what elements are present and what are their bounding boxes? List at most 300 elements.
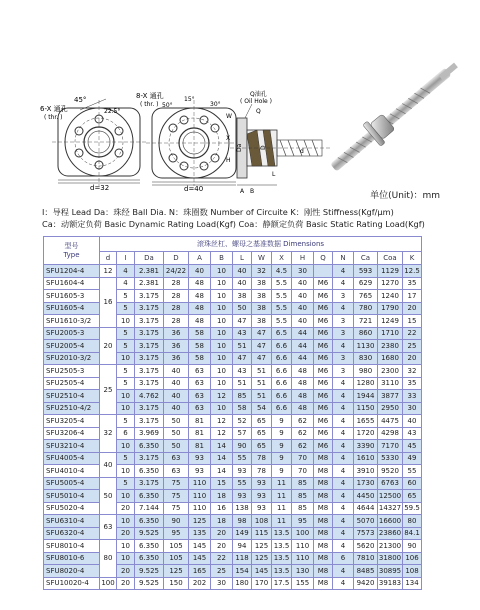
cell-da: 3.969 — [135, 427, 164, 440]
cell-k: 20 — [403, 352, 422, 365]
table-row — [44, 577, 422, 590]
cell-k: 65 — [403, 490, 422, 503]
cell-model: SFU1610-3/2 — [44, 315, 100, 328]
cell-model: SFU2005-3 — [44, 327, 100, 340]
legend — [42, 206, 462, 230]
cell-w: 93 — [252, 490, 272, 503]
column-header-d: d — [100, 252, 117, 265]
cell-b: 10 — [211, 315, 233, 328]
cell-n: 4 — [333, 465, 354, 478]
cell-w: 38 — [252, 302, 272, 315]
cell-b: 14 — [211, 440, 233, 453]
cell-w: 32 — [252, 265, 272, 278]
cell-ca: 4450 — [354, 490, 378, 503]
cell-a: 48 — [189, 277, 211, 290]
cell-a: 63 — [189, 402, 211, 415]
cell-q: M6 — [314, 302, 333, 315]
cell-h: 155 — [292, 577, 314, 590]
cell-l: 118 — [233, 552, 252, 565]
svg-text:45°: 45° — [74, 96, 87, 104]
legend-line-1: I：导程 Lead Da：珠经 Ball Dia. N：珠圈数 Number of Circuite K：刚性 Stiffness(Kgf/μm) — [42, 207, 394, 217]
column-header-l: L — [233, 252, 252, 265]
cell-n: 4 — [333, 402, 354, 415]
cell-l: 154 — [233, 565, 252, 578]
cell-b: 12 — [211, 415, 233, 428]
ball-screw-image — [324, 54, 465, 178]
cell-q: M8 — [314, 527, 333, 540]
cell-ca: 593 — [354, 265, 378, 278]
cell-l: 55 — [233, 452, 252, 465]
cell-model: SFU4005-4 — [44, 452, 100, 465]
cell-b: 10 — [211, 290, 233, 303]
legend-line-2: Ca：动额定负荷 Basic Dynamic Rating Load(Kgf) Coa：静额定负荷 Basic Static Rating Load(Kgf) — [42, 219, 425, 229]
cell-da: 6.350 — [135, 540, 164, 553]
cell-h: 85 — [292, 502, 314, 515]
cell-a: 81 — [189, 427, 211, 440]
cell-a: 58 — [189, 340, 211, 353]
cell-ca: 3910 — [354, 465, 378, 478]
cell-q: M8 — [314, 565, 333, 578]
cell-ca: 780 — [354, 302, 378, 315]
cell-l: 85 — [233, 390, 252, 403]
column-header-row — [44, 252, 422, 265]
cell-model: SFU3210-4 — [44, 440, 100, 453]
cell-b: 10 — [211, 402, 233, 415]
cell-w: 47 — [252, 352, 272, 365]
cell-model: SFU2510-4 — [44, 390, 100, 403]
cell-d: 150 — [164, 577, 189, 590]
cell-i: 5 — [117, 302, 135, 315]
cell-q: M8 — [314, 465, 333, 478]
cell-h: 48 — [292, 390, 314, 403]
cell-n: 3 — [333, 290, 354, 303]
cell-b: 22 — [211, 552, 233, 565]
cell-model: SFU5020-4 — [44, 502, 100, 515]
cell-l: 47 — [233, 352, 252, 365]
cell-d: 75 — [164, 502, 189, 515]
svg-text:L: L — [272, 171, 276, 178]
svg-text:15°: 15° — [184, 96, 195, 103]
cell-coa: 31800 — [378, 552, 403, 565]
cell-model: SFU3206-4 — [44, 427, 100, 440]
cell-a: 58 — [189, 352, 211, 365]
cell-ca: 860 — [354, 327, 378, 340]
column-header-x: X — [272, 252, 292, 265]
cell-k: 25 — [403, 340, 422, 353]
cell-x: 6.6 — [272, 402, 292, 415]
cell-b: 20 — [211, 540, 233, 553]
cell-h: 70 — [292, 465, 314, 478]
svg-text:B: B — [250, 188, 255, 195]
cell-b: 10 — [211, 302, 233, 315]
column-header-k: K — [403, 252, 422, 265]
cell-ca: 5070 — [354, 515, 378, 528]
cell-i: 5 — [117, 327, 135, 340]
cell-b: 18 — [211, 490, 233, 503]
cell-a: 40 — [189, 265, 211, 278]
cell-b: 10 — [211, 377, 233, 390]
cell-model: SFU5010-4 — [44, 490, 100, 503]
cell-da: 3.175 — [135, 302, 164, 315]
cell-w: 170 — [252, 577, 272, 590]
cell-q: M6 — [314, 290, 333, 303]
cell-model: SFU6310-4 — [44, 515, 100, 528]
cell-coa: 1710 — [378, 327, 403, 340]
cell-l: 51 — [233, 377, 252, 390]
cell-w: 47 — [252, 340, 272, 353]
cell-h: 40 — [292, 315, 314, 328]
cell-n: 4 — [333, 302, 354, 315]
cell-coa: 2950 — [378, 402, 403, 415]
table-row — [44, 327, 422, 340]
cell-n: 3 — [333, 327, 354, 340]
cell-coa: 1270 — [378, 277, 403, 290]
cell-model: SFU2005-4 — [44, 340, 100, 353]
cell-model: SFU2505-3 — [44, 365, 100, 378]
svg-text:d=40: d=40 — [184, 185, 204, 193]
cell-a: 81 — [189, 415, 211, 428]
cell-h: 48 — [292, 365, 314, 378]
cell-d: 36 — [164, 327, 189, 340]
cell-b: 30 — [211, 577, 233, 590]
cell-a: 48 — [189, 302, 211, 315]
column-header-coa: Coa — [378, 252, 403, 265]
cell-coa: 16600 — [378, 515, 403, 528]
cell-h: 110 — [292, 552, 314, 565]
cell-b: 14 — [211, 465, 233, 478]
cell-k: 32 — [403, 365, 422, 378]
cell-h: 85 — [292, 490, 314, 503]
cell-a: 63 — [189, 390, 211, 403]
cell-h: 95 — [292, 515, 314, 528]
cell-w: 51 — [252, 377, 272, 390]
cell-l: 50 — [233, 302, 252, 315]
svg-text:A: A — [240, 188, 245, 195]
svg-text:30°: 30° — [210, 101, 221, 108]
cell-i: 10 — [117, 515, 135, 528]
cell-d: 24/22 — [164, 265, 189, 278]
cell-b: 20 — [211, 527, 233, 540]
cell-w: 115 — [252, 527, 272, 540]
cell-x: 9 — [272, 427, 292, 440]
cell-coa: 12500 — [378, 490, 403, 503]
cell-d: 80 — [100, 540, 117, 578]
cell-b: 10 — [211, 365, 233, 378]
cell-coa: 21300 — [378, 540, 403, 553]
cell-w: 93 — [252, 477, 272, 490]
cell-w: 51 — [252, 365, 272, 378]
cell-l: 40 — [233, 277, 252, 290]
cell-l: 52 — [233, 415, 252, 428]
cell-i: 20 — [117, 502, 135, 515]
table-row — [44, 540, 422, 553]
cell-q: M8 — [314, 452, 333, 465]
cell-i: 5 — [117, 365, 135, 378]
cell-n: 3 — [333, 365, 354, 378]
cell-ca: 1730 — [354, 477, 378, 490]
cell-ca: 765 — [354, 290, 378, 303]
cell-d: 50 — [164, 415, 189, 428]
cell-i: 5 — [117, 340, 135, 353]
cell-w: 47 — [252, 327, 272, 340]
cell-q: M8 — [314, 477, 333, 490]
cell-l: 90 — [233, 440, 252, 453]
cell-da: 3.175 — [135, 477, 164, 490]
cell-coa: 1240 — [378, 290, 403, 303]
cell-l: 149 — [233, 527, 252, 540]
cell-x: 6.6 — [272, 377, 292, 390]
svg-text:( Oil Hole ): ( Oil Hole ) — [240, 98, 273, 105]
cell-d: 105 — [164, 552, 189, 565]
cell-ca: 629 — [354, 277, 378, 290]
cell-ca: 1150 — [354, 402, 378, 415]
cell-b: 18 — [211, 515, 233, 528]
cell-a: 110 — [189, 490, 211, 503]
cell-l: 55 — [233, 477, 252, 490]
cell-x: 5.5 — [272, 277, 292, 290]
cell-i: 10 — [117, 552, 135, 565]
cell-x: 5.5 — [272, 302, 292, 315]
cell-i: 5 — [117, 290, 135, 303]
cell-q: M6 — [314, 440, 333, 453]
cell-coa: 5330 — [378, 452, 403, 465]
flange-drawing-middle — [136, 91, 242, 193]
cell-q: M8 — [314, 577, 333, 590]
cell-q: M6 — [314, 427, 333, 440]
cell-coa: 1249 — [378, 315, 403, 328]
cell-k: 134 — [403, 577, 422, 590]
cell-n: 4 — [333, 490, 354, 503]
cell-coa: 30895 — [378, 565, 403, 578]
cell-da: 3.175 — [135, 352, 164, 365]
cell-coa: 1680 — [378, 352, 403, 365]
cell-a: 110 — [189, 502, 211, 515]
cell-model: SFU5005-4 — [44, 477, 100, 490]
cell-h: 40 — [292, 302, 314, 315]
cell-x: 13.5 — [272, 552, 292, 565]
cell-l: 43 — [233, 365, 252, 378]
cell-x: 13.5 — [272, 565, 292, 578]
cell-ca: 1720 — [354, 427, 378, 440]
svg-text:50°: 50° — [162, 102, 173, 109]
svg-text:Q: Q — [256, 108, 261, 115]
cell-a: 145 — [189, 540, 211, 553]
cell-a: 145 — [189, 552, 211, 565]
cell-d: 40 — [164, 365, 189, 378]
cell-k: 30 — [403, 402, 422, 415]
cell-da: 3.175 — [135, 340, 164, 353]
cell-k: 15 — [403, 315, 422, 328]
spec-table-body — [44, 265, 422, 590]
technical-drawings — [0, 0, 480, 200]
cell-h: 130 — [292, 565, 314, 578]
cell-x: 9 — [272, 440, 292, 453]
cell-a: 58 — [189, 327, 211, 340]
cell-w: 145 — [252, 565, 272, 578]
cell-coa: 6763 — [378, 477, 403, 490]
cell-h: 44 — [292, 340, 314, 353]
cell-q: M6 — [314, 402, 333, 415]
cell-d: 28 — [164, 302, 189, 315]
cell-n: 4 — [333, 377, 354, 390]
cell-x: 5.5 — [272, 315, 292, 328]
cell-coa: 39183 — [378, 577, 403, 590]
cell-l: 98 — [233, 515, 252, 528]
type-header: 型号 Type — [44, 237, 100, 265]
cell-x: 4.5 — [272, 265, 292, 278]
cell-x: 9 — [272, 415, 292, 428]
cell-x: 5.5 — [272, 290, 292, 303]
flange-drawing-left — [40, 96, 146, 192]
cell-k: 59.5 — [403, 502, 422, 515]
column-header-a: A — [189, 252, 211, 265]
cell-model: SFU4010-4 — [44, 465, 100, 478]
cell-i: 4 — [117, 265, 135, 278]
cell-d: 40 — [164, 402, 189, 415]
cell-x: 13.5 — [272, 540, 292, 553]
cell-da: 4.762 — [135, 390, 164, 403]
svg-text:H: H — [226, 157, 231, 164]
cell-da: 3.175 — [135, 377, 164, 390]
cell-ca: 1944 — [354, 390, 378, 403]
column-header-w: W — [252, 252, 272, 265]
cell-i: 10 — [117, 402, 135, 415]
cell-l: 47 — [233, 315, 252, 328]
cell-da: 3.175 — [135, 365, 164, 378]
cell-ca: 1655 — [354, 415, 378, 428]
cell-b: 12 — [211, 390, 233, 403]
cell-h: 62 — [292, 427, 314, 440]
cell-x: 9 — [272, 465, 292, 478]
cell-n: 4 — [333, 477, 354, 490]
cell-model: SFU1605-3 — [44, 290, 100, 303]
cell-h: 62 — [292, 440, 314, 453]
cell-da: 9.525 — [135, 565, 164, 578]
cell-d: 12 — [100, 265, 117, 278]
table-row — [44, 277, 422, 290]
svg-text:( thr. ): ( thr. ) — [44, 114, 63, 121]
cell-l: 180 — [233, 577, 252, 590]
cell-ca: 721 — [354, 315, 378, 328]
svg-text:6-X 通孔: 6-X 通孔 — [40, 105, 68, 113]
cell-i: 10 — [117, 390, 135, 403]
cell-n: 4 — [333, 440, 354, 453]
cell-a: 93 — [189, 452, 211, 465]
cell-x: 11 — [272, 490, 292, 503]
cell-n: 4 — [333, 265, 354, 278]
cell-i: 5 — [117, 415, 135, 428]
cell-b: 15 — [211, 477, 233, 490]
cell-da: 3.175 — [135, 290, 164, 303]
cell-n: 4 — [333, 390, 354, 403]
nut-drawing — [226, 90, 330, 195]
cell-d: 16 — [100, 277, 117, 327]
cell-model: SFU8010-6 — [44, 552, 100, 565]
cell-b: 14 — [211, 452, 233, 465]
cell-da: 7.144 — [135, 502, 164, 515]
column-header-q: Q — [314, 252, 333, 265]
cell-i: 10 — [117, 315, 135, 328]
cell-model: SFU6320-4 — [44, 527, 100, 540]
cell-n: 4 — [333, 527, 354, 540]
svg-text:d=32: d=32 — [90, 184, 110, 192]
svg-text:D: D — [260, 145, 267, 150]
cell-q: M8 — [314, 490, 333, 503]
cell-i: 10 — [117, 465, 135, 478]
cell-w: 65 — [252, 440, 272, 453]
cell-model: SFU1204-4 — [44, 265, 100, 278]
cell-i: 4 — [117, 277, 135, 290]
cell-da: 6.350 — [135, 440, 164, 453]
cell-da: 3.175 — [135, 327, 164, 340]
cell-coa: 3877 — [378, 390, 403, 403]
cell-d: 20 — [100, 327, 117, 365]
cell-ca: 3390 — [354, 440, 378, 453]
cell-h: 62 — [292, 415, 314, 428]
cell-q: M6 — [314, 377, 333, 390]
cell-d: 40 — [164, 390, 189, 403]
cell-n: 3 — [333, 315, 354, 328]
cell-k: 40 — [403, 415, 422, 428]
cell-model: SFU2505-4 — [44, 377, 100, 390]
cell-w: 51 — [252, 390, 272, 403]
cell-w: 65 — [252, 415, 272, 428]
cell-k: 108 — [403, 565, 422, 578]
cell-h: 40 — [292, 290, 314, 303]
cell-a: 135 — [189, 527, 211, 540]
cell-d: 125 — [164, 565, 189, 578]
cell-x: 6.6 — [272, 365, 292, 378]
cell-coa: 1790 — [378, 302, 403, 315]
cell-coa: 14327 — [378, 502, 403, 515]
cell-ca: 1610 — [354, 452, 378, 465]
cell-x: 11 — [272, 502, 292, 515]
cell-ca: 9420 — [354, 577, 378, 590]
cell-model: SFU1605-4 — [44, 302, 100, 315]
cell-ca: 8485 — [354, 565, 378, 578]
cell-x: 6.5 — [272, 327, 292, 340]
cell-d: 63 — [164, 452, 189, 465]
cell-h: 100 — [292, 527, 314, 540]
cell-h: 110 — [292, 540, 314, 553]
cell-i: 20 — [117, 527, 135, 540]
cell-l: 94 — [233, 540, 252, 553]
cell-x: 6.6 — [272, 390, 292, 403]
cell-a: 48 — [189, 290, 211, 303]
cell-d: 50 — [164, 427, 189, 440]
cell-l: 40 — [233, 265, 252, 278]
cell-coa: 4475 — [378, 415, 403, 428]
cell-n: 4 — [333, 565, 354, 578]
cell-n: 4 — [333, 502, 354, 515]
spec-table — [43, 236, 422, 590]
cell-q: M6 — [314, 365, 333, 378]
cell-ca: 7573 — [354, 527, 378, 540]
cell-h: 44 — [292, 352, 314, 365]
cell-d: 40 — [164, 377, 189, 390]
cell-h: 48 — [292, 377, 314, 390]
cell-l: 43 — [233, 327, 252, 340]
column-header-da: Da — [135, 252, 164, 265]
cell-model: SFU1604-4 — [44, 277, 100, 290]
cell-n: 4 — [333, 515, 354, 528]
cell-a: 165 — [189, 565, 211, 578]
cell-coa: 9520 — [378, 465, 403, 478]
cell-q: M8 — [314, 515, 333, 528]
cell-b: 12 — [211, 427, 233, 440]
cell-da: 9.525 — [135, 577, 164, 590]
cell-l: 38 — [233, 290, 252, 303]
